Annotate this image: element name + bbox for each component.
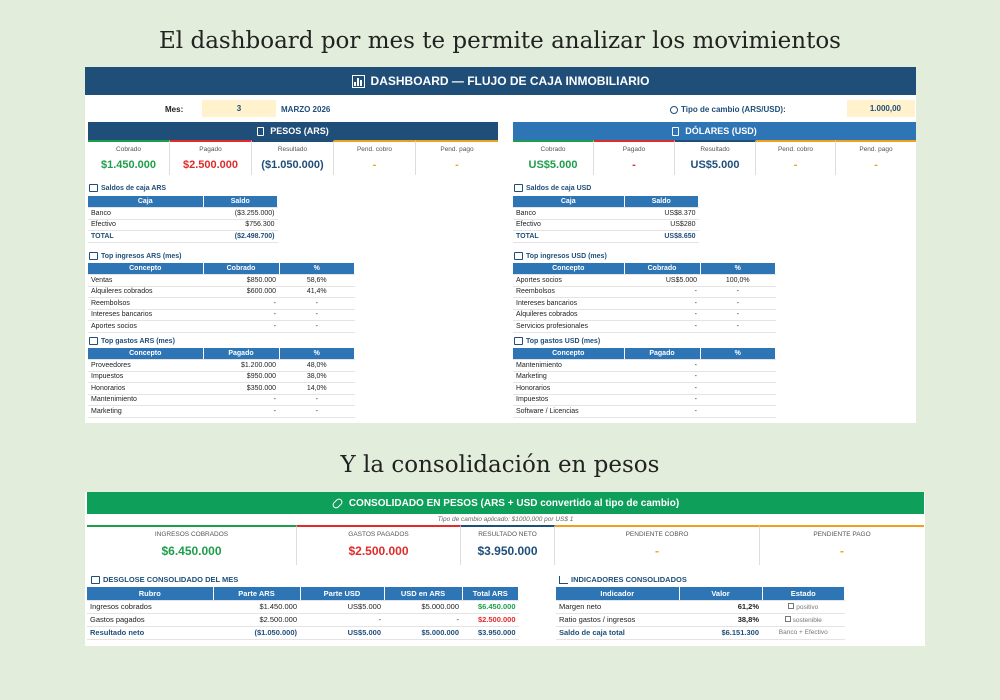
- cell: -: [279, 309, 355, 321]
- cell: US$280: [624, 219, 699, 231]
- cell: -: [700, 286, 776, 298]
- kpi-label: Pend. cobro: [356, 146, 393, 153]
- cell: -: [384, 613, 462, 626]
- dashboard-title: DASHBOARD — FLUJO DE CAJA INMOBILIARIO: [370, 74, 650, 88]
- cell: -: [624, 321, 700, 333]
- cell: Ratio gastos / ingresos: [556, 613, 679, 626]
- kpi-label: PENDIENTE COBRO: [625, 531, 689, 538]
- bank-icon: [514, 184, 523, 192]
- cell: -: [203, 394, 279, 406]
- cell: ($1.050.000): [213, 626, 300, 639]
- table-row: [88, 406, 355, 418]
- cell: Gastos pagados: [87, 613, 213, 626]
- column-header: Concepto: [88, 263, 203, 275]
- table-row: [556, 626, 845, 639]
- cell: US$5.000: [300, 600, 384, 613]
- table-row: [513, 231, 699, 243]
- desglose-table: [87, 587, 519, 640]
- kpi-label: Pagado: [199, 146, 222, 153]
- status-cell: [762, 613, 845, 626]
- status-cell: [762, 600, 845, 613]
- chart-icon: [352, 75, 365, 88]
- caption-top: El dashboard por mes te permite analizar los movimientos: [159, 28, 841, 54]
- cell: Mantenimiento: [88, 394, 203, 406]
- kpi-value: $2.500.000: [182, 159, 239, 171]
- table-row: [556, 600, 845, 613]
- usd-saldos-title-group: [514, 184, 591, 192]
- table-row: [88, 371, 355, 383]
- kpi-label: Pend. pago: [440, 146, 474, 153]
- column-header: Rubro: [87, 587, 213, 600]
- table-row: [88, 360, 355, 372]
- cell: TOTAL: [88, 231, 203, 243]
- kpi-value: $2.500.000: [348, 544, 409, 558]
- ars-header-label: PESOS (ARS): [270, 126, 329, 136]
- usd-kpi-pagado: [594, 140, 675, 175]
- cell: -: [624, 286, 700, 298]
- checkbox-icon: [788, 603, 794, 609]
- table-row: [513, 298, 776, 310]
- kpi-gastos: [297, 525, 461, 565]
- cell: TOTAL: [513, 231, 624, 243]
- usd-header-label: DÓLARES (USD): [685, 126, 757, 136]
- table-row: [88, 286, 355, 298]
- cell: Servicios profesionales: [513, 321, 624, 333]
- section-title: Top ingresos USD (mes): [526, 252, 607, 260]
- column-header: %: [700, 348, 776, 360]
- cell: US$8.650: [624, 231, 699, 243]
- cell: Intereses bancarios: [88, 309, 203, 321]
- column-header: Concepto: [513, 263, 624, 275]
- column-header: Saldo: [203, 196, 278, 208]
- cell: Efectivo: [88, 219, 203, 231]
- table-row: [513, 286, 776, 298]
- column-header: Pagado: [624, 348, 700, 360]
- kpi-label: GASTOS PAGADOS: [348, 531, 409, 538]
- column-header: Cobrado: [203, 263, 279, 275]
- cell: -: [700, 321, 776, 333]
- column-header: Valor: [679, 587, 762, 600]
- table-row: [556, 613, 845, 626]
- indicadores-table: [556, 587, 845, 640]
- checkbox-icon: [785, 616, 791, 622]
- ars-kpi-cobrado: [88, 140, 170, 175]
- usd-kpi-resultado: [675, 140, 756, 175]
- usd-kpis: [513, 140, 916, 175]
- table-row: [513, 360, 776, 372]
- cell: 100,0%: [700, 275, 776, 287]
- usd-gastos-title-group: [514, 337, 600, 345]
- desglose-title-group: [91, 575, 238, 584]
- cell: -: [279, 321, 355, 333]
- cell: $950.000: [203, 371, 279, 383]
- fx-input[interactable]: 1.000,00: [847, 100, 915, 117]
- column-header: Parte ARS: [213, 587, 300, 600]
- cell: $5.000.000: [384, 626, 462, 639]
- column-header: Concepto: [513, 348, 624, 360]
- kpi-value: $6.450.000: [161, 544, 222, 558]
- usd-kpi-cobrado: [513, 140, 594, 175]
- cell: [700, 383, 776, 395]
- kpi-value: US$5.000: [528, 159, 578, 171]
- cell: [700, 406, 776, 418]
- refresh-icon: [670, 106, 678, 114]
- cell: 41,4%: [279, 286, 355, 298]
- cell: Intereses bancarios: [513, 298, 624, 310]
- usd-header: [513, 122, 916, 140]
- section-title: Saldos de caja USD: [526, 184, 592, 192]
- cell: -: [203, 321, 279, 333]
- fx-label: Tipo de cambio (ARS/USD):: [681, 105, 786, 114]
- cell: -: [203, 298, 279, 310]
- link-icon: [331, 497, 344, 510]
- consolidado-panel: [85, 492, 925, 646]
- cell: -: [203, 309, 279, 321]
- consolidado-kpis: [87, 525, 924, 565]
- table-row: [513, 406, 776, 418]
- cell: -: [624, 360, 700, 372]
- cell: ($2.498.700): [203, 231, 278, 243]
- kpi-value: ($1.050.000): [261, 159, 324, 171]
- cell: US$5.000: [624, 275, 700, 287]
- column-header: %: [279, 263, 355, 275]
- cell: 38,0%: [279, 371, 355, 383]
- table-row: [88, 275, 355, 287]
- kpi-label: Cobrado: [116, 146, 141, 153]
- cell: -: [300, 613, 384, 626]
- cell: -: [203, 406, 279, 418]
- ars-kpi-pend-cobro: [334, 140, 416, 175]
- document-icon: [257, 127, 264, 136]
- kpi-ingresos: [87, 525, 297, 565]
- column-header: Parte USD: [300, 587, 384, 600]
- cell: $350.000: [203, 383, 279, 395]
- section-title: Top gastos USD (mes): [526, 337, 601, 345]
- ars-kpi-pend-pago: [416, 140, 498, 175]
- cell: Banco + Efectivo: [762, 626, 845, 639]
- section-title: Top ingresos ARS (mes): [101, 252, 182, 260]
- table-row: [513, 321, 776, 333]
- cell: Ventas: [88, 275, 203, 287]
- period-label: MARZO 2026: [281, 105, 331, 114]
- table-row: [513, 208, 699, 220]
- cell: -: [279, 298, 355, 310]
- kpi-label: INGRESOS COBRADOS: [154, 531, 229, 538]
- clipboard-icon: [91, 576, 100, 584]
- column-header: Pagado: [203, 348, 279, 360]
- kpi-value: -: [655, 544, 659, 558]
- kpi-pend-cobro: [555, 525, 760, 565]
- cell: $600.000: [203, 286, 279, 298]
- cell: $850.000: [203, 275, 279, 287]
- cell: Mantenimiento: [513, 360, 624, 372]
- column-header: Estado: [762, 587, 845, 600]
- table-row: [87, 626, 519, 639]
- cell: Impuestos: [88, 371, 203, 383]
- cell: -: [700, 298, 776, 310]
- status-label: sostenible: [792, 616, 822, 624]
- cell: -: [624, 394, 700, 406]
- column-header: Caja: [88, 196, 203, 208]
- table-row: [88, 219, 278, 231]
- cell: Reembolsos: [88, 298, 203, 310]
- cell: $5.000.000: [384, 600, 462, 613]
- cell: 61,2%: [679, 600, 762, 613]
- cell: [700, 394, 776, 406]
- cell: 48,0%: [279, 360, 355, 372]
- ars-gastos-table: [88, 348, 355, 418]
- kpi-label: Pend. pago: [859, 146, 893, 153]
- column-header: Caja: [513, 196, 624, 208]
- cell: $756.300: [203, 219, 278, 231]
- bank-icon: [89, 184, 98, 192]
- kpi-value: US$5.000: [690, 159, 740, 171]
- cell: Reembolsos: [513, 286, 624, 298]
- cell: Saldo de caja total: [556, 626, 679, 639]
- usd-kpi-pend-pago: [836, 140, 916, 175]
- cell: Honorarios: [88, 383, 203, 395]
- mes-input[interactable]: 3: [202, 100, 276, 117]
- usd-saldos-table: [513, 196, 699, 243]
- table-row: [87, 613, 519, 626]
- table-row: [88, 231, 278, 243]
- cell: Alquileres cobrados: [513, 309, 624, 321]
- expense-icon: [89, 337, 98, 345]
- cell: $6.450.000: [462, 600, 519, 613]
- cell: Resultado neto: [87, 626, 213, 639]
- cell: Banco: [513, 208, 624, 220]
- cell: -: [624, 383, 700, 395]
- cell: -: [279, 394, 355, 406]
- kpi-label: Cobrado: [540, 146, 566, 153]
- cell: [700, 371, 776, 383]
- cell: Impuestos: [513, 394, 624, 406]
- usd-ingresos-title-group: [514, 252, 607, 260]
- dashboard-title-bar: [85, 67, 916, 95]
- usd-ingresos-table: [513, 263, 776, 333]
- section-title: DESGLOSE CONSOLIDADO DEL MES: [103, 575, 239, 584]
- cell: Marketing: [88, 406, 203, 418]
- table-row: [513, 309, 776, 321]
- fx-label-group: [670, 105, 786, 114]
- status-label: positivo: [796, 603, 819, 611]
- section-title: INDICADORES CONSOLIDADOS: [571, 575, 687, 584]
- kpi-pend-pago: [760, 525, 924, 565]
- kpi-value: -: [874, 159, 878, 171]
- cell: Ingresos cobrados: [87, 600, 213, 613]
- cell: -: [624, 371, 700, 383]
- indicadores-title-group: [559, 575, 687, 584]
- column-header: USD en ARS: [384, 587, 462, 600]
- kpi-value: $1.450.000: [100, 159, 157, 171]
- kpi-resultado: [461, 525, 555, 565]
- column-header: Indicador: [556, 587, 679, 600]
- cell: US$8.370: [624, 208, 699, 220]
- column-header: Saldo: [624, 196, 699, 208]
- document-icon: [672, 127, 679, 136]
- table-row: [88, 309, 355, 321]
- cell: Margen neto: [556, 600, 679, 613]
- column-header: %: [700, 263, 776, 275]
- table-row: [88, 321, 355, 333]
- cell: $2.500.000: [462, 613, 519, 626]
- income-icon: [89, 252, 98, 260]
- cell: $2.500.000: [213, 613, 300, 626]
- kpi-value: -: [793, 159, 798, 171]
- cell: Alquileres cobrados: [88, 286, 203, 298]
- mes-label: Mes:: [165, 105, 184, 114]
- income-icon: [514, 252, 523, 260]
- cell: $1.450.000: [213, 600, 300, 613]
- kpi-label: PENDIENTE PAGO: [813, 531, 871, 538]
- cell: -: [624, 406, 700, 418]
- kpi-value: -: [632, 159, 636, 171]
- cell: 14,0%: [279, 383, 355, 395]
- ars-kpi-resultado: [252, 140, 334, 175]
- column-header: Total ARS: [462, 587, 519, 600]
- cell: -: [279, 406, 355, 418]
- usd-gastos-table: [513, 348, 776, 418]
- table-row: [88, 298, 355, 310]
- kpi-label: Pagado: [622, 146, 646, 153]
- ars-saldos-title-group: [89, 184, 166, 192]
- table-row: [87, 600, 519, 613]
- ars-gastos-title-group: [89, 337, 175, 345]
- cell: [700, 360, 776, 372]
- expense-icon: [514, 337, 523, 345]
- ars-ingresos-table: [88, 263, 355, 333]
- table-row: [88, 208, 278, 220]
- kpi-label: Resultado: [277, 146, 308, 153]
- table-row: [513, 371, 776, 383]
- kpi-label: Pend. cobro: [777, 146, 814, 153]
- section-title: Saldos de caja ARS: [101, 184, 167, 192]
- consolidado-title-bar: [87, 492, 924, 514]
- cell: Marketing: [513, 371, 624, 383]
- column-header: %: [279, 348, 355, 360]
- cell: -: [624, 309, 700, 321]
- cell: -: [624, 298, 700, 310]
- cell: Aportes socios: [88, 321, 203, 333]
- cell: Software / Licencias: [513, 406, 624, 418]
- cell: $1.200.000: [203, 360, 279, 372]
- ars-ingresos-title-group: [89, 252, 182, 260]
- cell: Honorarios: [513, 383, 624, 395]
- table-row: [513, 219, 699, 231]
- ars-kpi-pagado: [170, 140, 252, 175]
- cell: Aportes socios: [513, 275, 624, 287]
- table-row: [513, 394, 776, 406]
- kpi-value: -: [455, 159, 459, 171]
- consolidado-subtitle: Tipo de cambio aplicado: $1000,000 por US$ 1: [437, 516, 574, 523]
- dashboard-panel: [85, 67, 916, 423]
- kpi-value: -: [372, 159, 377, 171]
- cell: Proveedores: [88, 360, 203, 372]
- table-row: [513, 383, 776, 395]
- kpi-value: -: [840, 544, 844, 558]
- cell: US$5.000: [300, 626, 384, 639]
- kpi-label: RESULTADO NETO: [478, 531, 537, 538]
- cell: $6.151.300: [679, 626, 762, 639]
- table-row: [88, 394, 355, 406]
- cell: ($3.255.000): [203, 208, 278, 220]
- cell: 38,8%: [679, 613, 762, 626]
- column-header: Concepto: [88, 348, 203, 360]
- kpi-value: $3.950.000: [477, 544, 538, 558]
- column-header: Cobrado: [624, 263, 700, 275]
- usd-kpi-pend-cobro: [756, 140, 836, 175]
- table-row: [513, 275, 776, 287]
- cell: 58,6%: [279, 275, 355, 287]
- ars-saldos-table: [88, 196, 278, 243]
- table-row: [88, 383, 355, 395]
- section-title: Top gastos ARS (mes): [101, 337, 175, 345]
- chart-line-icon: [559, 576, 568, 584]
- cell: $3.950.000: [462, 626, 519, 639]
- kpi-label: Resultado: [700, 146, 730, 153]
- cell: Efectivo: [513, 219, 624, 231]
- cell: -: [700, 309, 776, 321]
- caption-bottom: Y la consolidación en pesos: [340, 452, 660, 478]
- consolidado-title: CONSOLIDADO EN PESOS (ARS + USD convertido al tipo de cambio): [348, 497, 680, 509]
- cell: Banco: [88, 208, 203, 220]
- ars-header: [88, 122, 498, 140]
- ars-kpis: [88, 140, 498, 175]
